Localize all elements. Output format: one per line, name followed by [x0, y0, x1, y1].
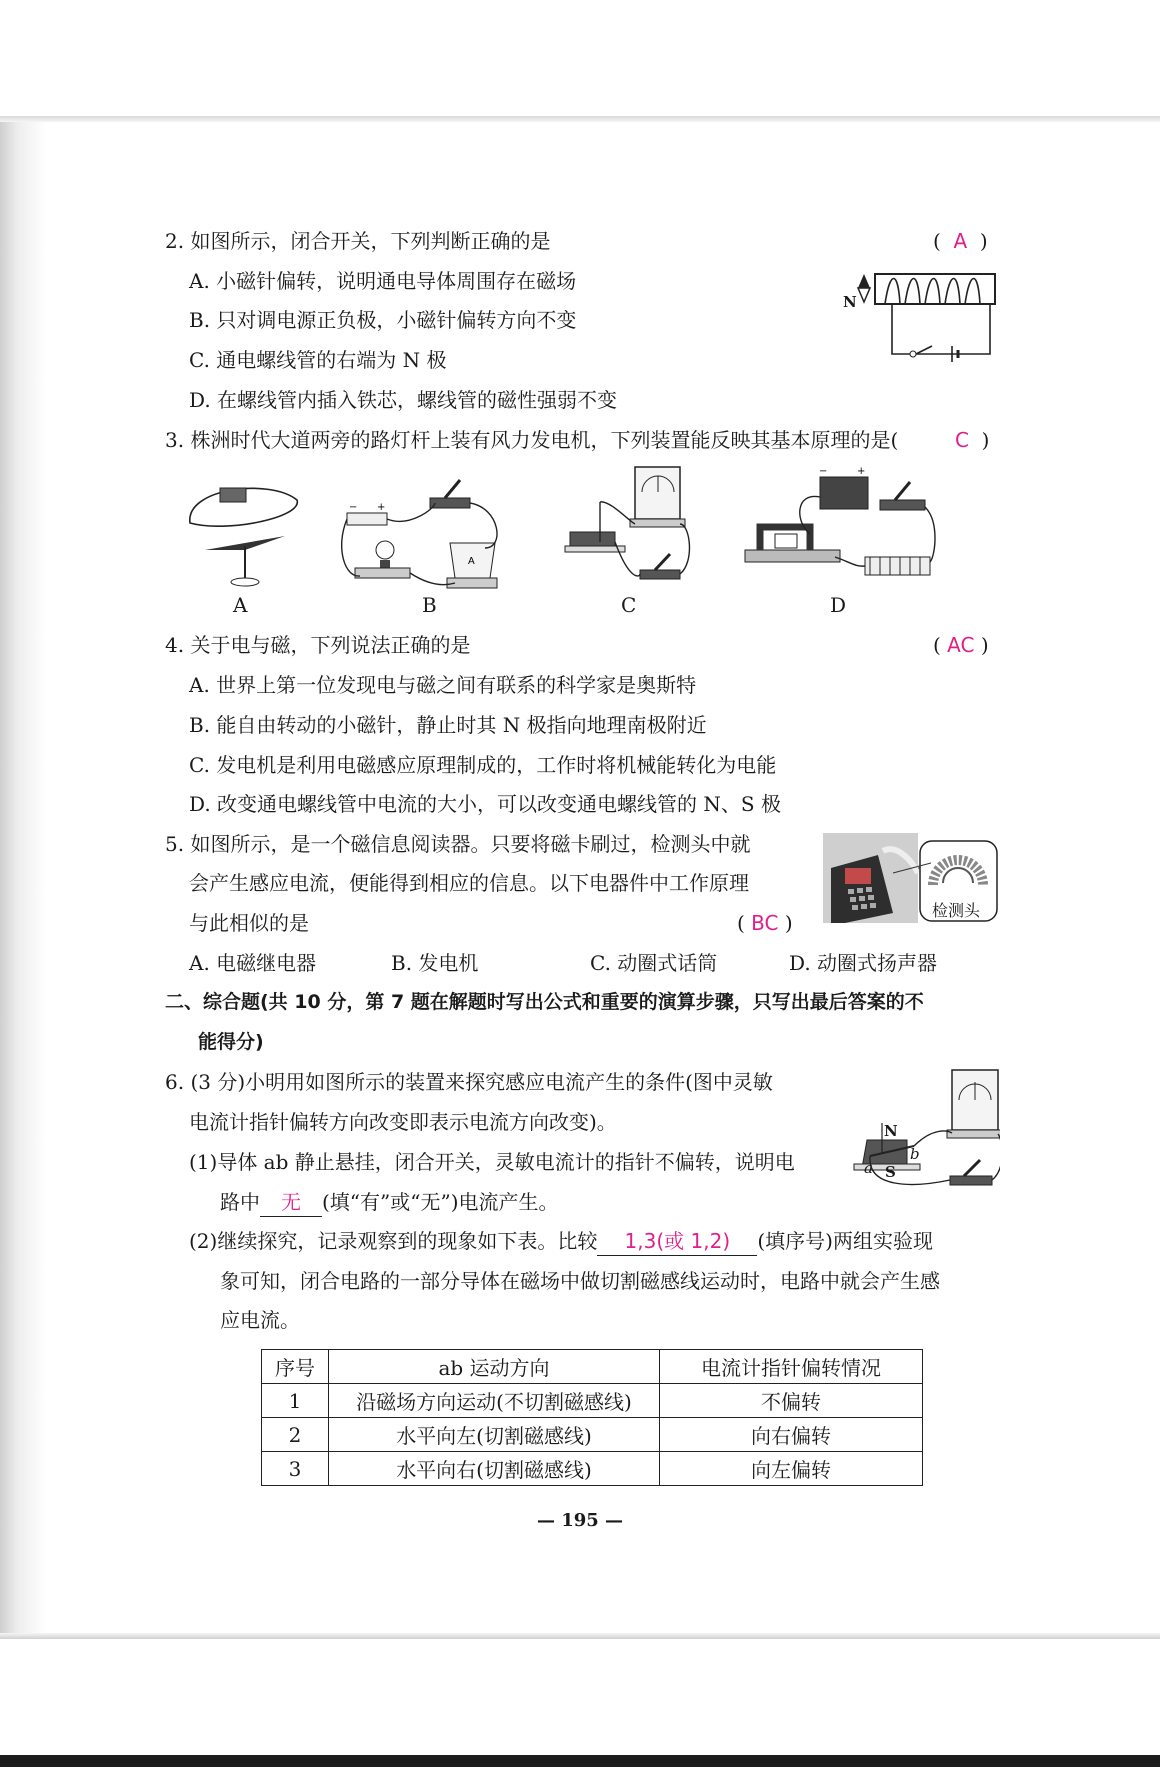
q5-option-a: A. 电磁继电器	[189, 951, 317, 975]
q5-line-3: 与此相似的是	[189, 911, 309, 935]
q6-part1-answer: 无	[281, 1190, 301, 1214]
q6-part2-answer: 1,3(或 1,2)	[624, 1229, 731, 1253]
q5-detector-label: 检测头	[932, 901, 981, 920]
svg-text:−: −	[349, 502, 358, 513]
q2-option-d: D. 在螺线管内插入铁芯，螺线管的磁性强弱不变	[189, 388, 618, 412]
q6-part2-line-2: 象可知，闭合电路的一部分导体在磁场中做切割磁感线运动时，电路中就会产生感	[220, 1269, 940, 1293]
table-header-direction: ab 运动方向	[329, 1350, 660, 1384]
table-cell: 水平向右(切割磁感线)	[329, 1452, 660, 1486]
table-cell: 1	[262, 1384, 329, 1418]
q5-line-2: 会产生感应电流，便能得到相应的信息。以下电器件中工作原理	[189, 871, 749, 895]
q2-answer: A	[953, 229, 968, 253]
svg-text:+: +	[377, 502, 386, 513]
q6-stem-line-1: 6. (3 分)小明用如图所示的装置来探究感应电流产生的条件(图中灵敏	[165, 1070, 773, 1094]
q6-stem-line-2: 电流计指针偏转方向改变即表示电流方向改变)。	[189, 1110, 617, 1134]
section2-heading-line-2: 能得分)	[198, 1031, 264, 1053]
q6-part2-pre: (2)继续探究，记录观察到的现象如下表。比较	[189, 1229, 598, 1253]
q6-part1-blank	[260, 1188, 322, 1217]
table-cell: 3	[262, 1452, 329, 1486]
q5-option-b: B. 发电机	[391, 951, 479, 975]
section2-heading-line-1: 二、综合题(共 10 分，第 7 题在解题时写出公式和重要的演算步骤，只写出最后答案的不	[165, 991, 924, 1013]
q6-part2-line-3: 应电流。	[220, 1308, 300, 1332]
q4-option-b: B. 能自由转动的小磁针，静止时其 N 极指向地理南极附近	[189, 713, 707, 737]
q6-fig-s-label: S	[885, 1163, 896, 1181]
table-cell: 不偏转	[660, 1384, 923, 1418]
svg-text:A: A	[468, 556, 475, 567]
q3-figure-d-motor	[735, 462, 940, 592]
svg-text:−: −	[819, 466, 828, 477]
q6-fig-a-label: a	[864, 1159, 873, 1177]
q2-stem: 2. 如图所示，闭合开关，下列判断正确的是	[165, 229, 551, 253]
table-header-index: 序号	[262, 1350, 329, 1384]
q4-stem: 4. 关于电与磁，下列说法正确的是	[165, 633, 471, 657]
q2-option-b: B. 只对调电源正负极，小磁针偏转方向不变	[189, 308, 577, 332]
q2-option-a: A. 小磁针偏转，说明通电导体周围存在磁场	[189, 269, 577, 293]
q6-experiment-figure	[852, 1068, 1000, 1193]
svg-text:+: +	[857, 466, 866, 477]
table-row	[262, 1452, 923, 1486]
q6-observation-table	[261, 1349, 923, 1486]
q2-answer-paren: ( A )	[933, 229, 988, 253]
q6-part2-line-1	[189, 1227, 933, 1256]
q4-answer-paren: ( AC )	[933, 633, 989, 657]
q2-option-c: C. 通电螺线管的右端为 N 极	[189, 348, 447, 372]
page-bottom-edge	[0, 1633, 1160, 1639]
q2-needle-n-label: N	[843, 293, 857, 311]
q6-fig-n-label: N	[884, 1122, 898, 1140]
q5-option-c: C. 动圈式话筒	[590, 951, 718, 975]
bottom-bar	[0, 1755, 1160, 1767]
q6-part1-pre: 路中	[220, 1190, 260, 1214]
table-cell: 向左偏转	[660, 1452, 923, 1486]
q3-stem: 3. 株洲时代大道两旁的路灯杆上装有风力发电机，下列装置能反映其基本原理的是(	[165, 428, 899, 452]
q3-label-a: A	[233, 593, 248, 617]
q5-answer-paren: ( BC )	[737, 911, 793, 935]
q6-part2-post: (填序号)两组实验现	[757, 1229, 933, 1253]
q3-figure-a-oersted	[185, 468, 300, 593]
page-number: — 195 —	[536, 1510, 624, 1531]
q6-part1-line-2	[220, 1188, 559, 1217]
q2-solenoid-figure	[840, 262, 1000, 362]
q5-line-1: 5. 如图所示，是一个磁信息阅读器。只要将磁卡刷过，检测头中就	[165, 832, 751, 856]
q6-part1-post: (填“有”或“无”)电流产生。	[322, 1190, 559, 1214]
q3-figure-c-induction	[560, 462, 700, 592]
page-top-edge	[0, 116, 1160, 122]
q3-answer: C	[955, 428, 969, 452]
q4-option-c: C. 发电机是利用电磁感应原理制成的，工作时将机械能转化为电能	[189, 753, 777, 777]
table-row	[262, 1418, 923, 1452]
table-cell: 2	[262, 1418, 329, 1452]
q5-answer: BC	[751, 911, 779, 935]
q5-option-d: D. 动圈式扬声器	[789, 951, 938, 975]
q3-label-d: D	[830, 593, 847, 617]
top-margin	[0, 0, 1160, 118]
q3-answer-paren: C )	[955, 428, 990, 452]
table-cell: 向右偏转	[660, 1418, 923, 1452]
q4-option-d: D. 改变通电螺线管中电流的大小，可以改变通电螺线管的 N、S 极	[189, 792, 781, 816]
q6-fig-b-label: b	[910, 1145, 920, 1163]
q4-option-a: A. 世界上第一位发现电与磁之间有联系的科学家是奥斯特	[189, 673, 697, 697]
table-header-row	[262, 1350, 923, 1384]
table-header-deflection: 电流计指针偏转情况	[660, 1350, 923, 1384]
q3-figure-b-circuit	[335, 468, 510, 593]
q4-answer: AC	[947, 633, 975, 657]
q6-part1-line-1: (1)导体 ab 静止悬挂，闭合开关，灵敏电流计的指针不偏转，说明电	[189, 1150, 795, 1174]
table-row	[262, 1384, 923, 1418]
q6-part2-blank	[597, 1227, 757, 1256]
q3-label-c: C	[621, 593, 637, 617]
q3-label-b: B	[422, 593, 437, 617]
table-cell: 沿磁场方向运动(不切割磁感线)	[329, 1384, 660, 1418]
table-cell: 水平向左(切割磁感线)	[329, 1418, 660, 1452]
